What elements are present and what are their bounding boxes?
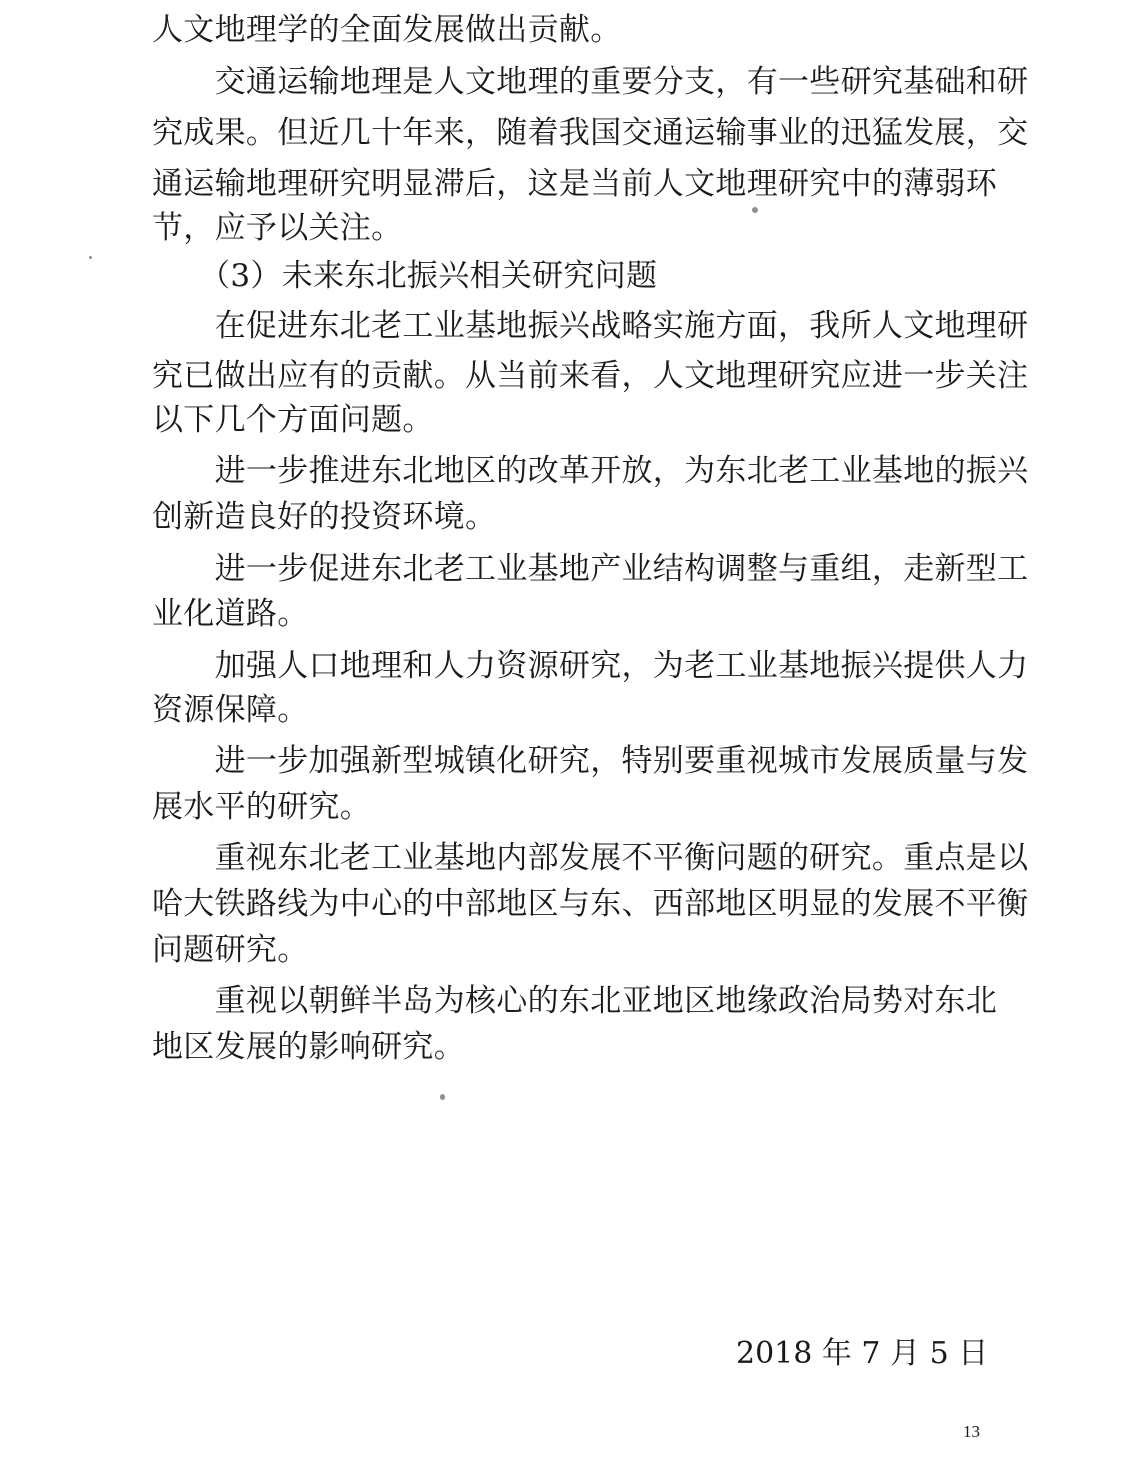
body-line: 创新造良好的投资环境。 (152, 499, 497, 535)
body-line: 人文地理学的全面发展做出贡献。 (152, 12, 622, 48)
body-line: 交通运输地理是人文地理的重要分支，有一些研究基础和研 (152, 64, 1029, 100)
scan-speck (752, 207, 758, 213)
body-line: 地区发展的影响研究。 (152, 1029, 465, 1065)
body-line: 加强人口地理和人力资源研究，为老工业基地振兴提供人力 (152, 648, 1029, 684)
body-line: 哈大铁路线为中心的中部地区与东、西部地区明显的发展不平衡 (152, 886, 1029, 922)
body-line: 在促进东北老工业基地振兴战略实施方面，我所人文地理研 (152, 308, 1029, 344)
body-line: 进一步推进东北地区的改革开放，为东北老工业基地的振兴 (152, 453, 1029, 489)
body-line: 节，应予以关注。 (152, 210, 403, 246)
document-date: 2018 年 7 月 5 日 (736, 1336, 989, 1371)
body-line: 重视以朝鲜半岛为核心的东北亚地区地缘政治局势对东北 (152, 983, 998, 1019)
body-line: 业化道路。 (152, 596, 309, 632)
body-line: 问题研究。 (152, 932, 309, 968)
body-line: 通运输地理研究明显滞后，这是当前人文地理研究中的薄弱环 (152, 166, 998, 202)
body-line: 资源保障。 (152, 692, 309, 728)
body-line: 重视东北老工业基地内部发展不平衡问题的研究。重点是以 (152, 840, 1029, 876)
body-line: 究成果。但近几十年来，随着我国交通运输事业的迅猛发展，交 (152, 115, 1029, 151)
scan-speck (440, 1094, 445, 1100)
body-line: 以下几个方面问题。 (152, 402, 434, 438)
body-line: 究已做出应有的贡献。从当前来看，人文地理研究应进一步关注 (152, 358, 1029, 394)
scan-speck (89, 256, 92, 259)
body-line: 进一步加强新型城镇化研究，特别要重视城市发展质量与发 (152, 743, 1029, 779)
body-line: 进一步促进东北老工业基地产业结构调整与重组，走新型工 (152, 551, 1029, 587)
body-line: 展水平的研究。 (152, 789, 372, 825)
page-number: 13 (963, 1422, 980, 1441)
section-heading: （3）未来东北振兴相关研究问题 (152, 258, 658, 294)
